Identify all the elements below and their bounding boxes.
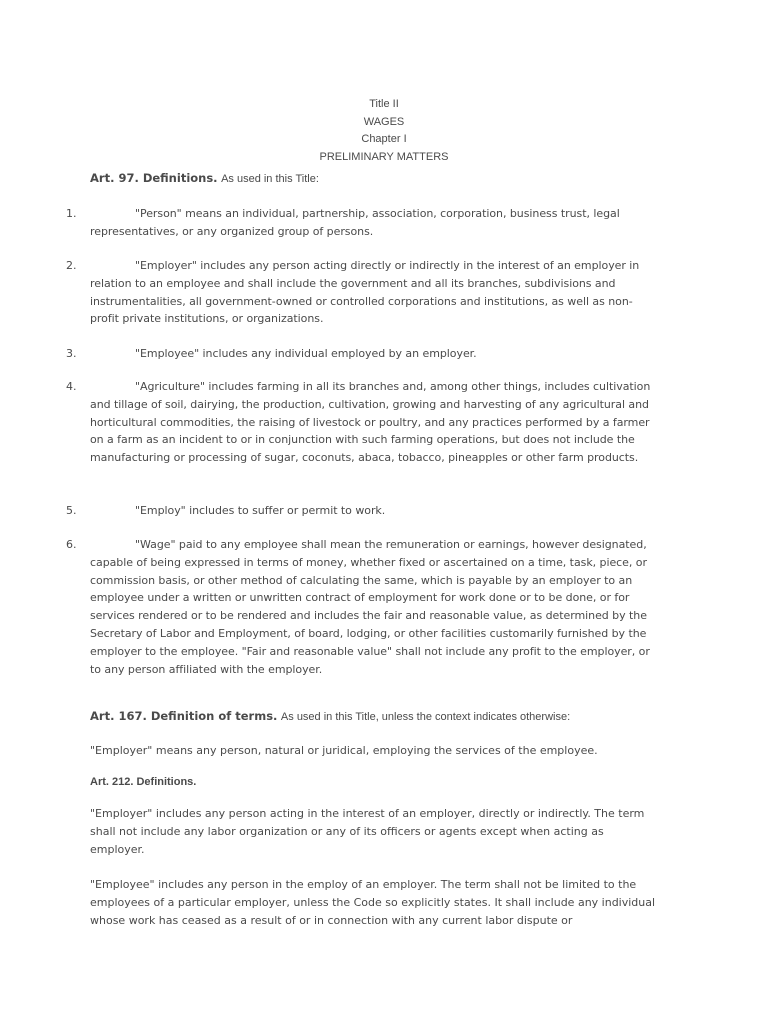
chapter-line: Chapter I [361, 133, 407, 145]
subtitle-line: WAGES [363, 115, 405, 128]
list-item-text: "Employer" includes any person acting directly or indirectly in the interest of an employer in relation to an employee and shall include the government and all its branches, subdivisions and instrumentalities, all government-owned or controlled corporations and institutions, as well as non-profit private institutions, or organizations. [90, 259, 640, 326]
list-item-text: "Wage" paid to any employee shall mean the remuneration or earnings, however designated, capable of being expressed in terms of money, whether fixed or ascertained on a time, task, piece, or commission basis, or other method of calculating the same, which is payable by an employer to an employee under a written or unwritten contract of employment for work done or to be done, or for services rendered or to be rendered and includes the fair and reasonable value, as determined by the Secretary of Labor and Employment, of board, lodging, or other facilities customarily furnished by the employer to the employee. "Fair and reasonable value" shall not include any profit to the employer, or to any person affiliated with the employer. [90, 538, 650, 676]
art97-heading-intro: As used in this Title: [221, 173, 319, 185]
list-item-text: "Employee" includes any individual employed by an employer. [135, 347, 477, 360]
list-item-number: 4. [66, 380, 77, 393]
list-item-number: 6. [66, 538, 77, 551]
list-item-text: "Agriculture" includes farming in all its branches and, among other things, includes cultivation and tillage of soil, dairying, the production, cultivation, growing and harvesting of any agricultural and horticultural commodities, the raising of livestock or poultry, and any practices performed by a farmer on a farm as an incident to or in conjunction with such farming operations, but does not include the manufacturing or processing of sugar, coconuts, abaca, tobacco, pineapples or other farm products. [90, 380, 651, 465]
document-header [0, 96, 768, 166]
art212-heading: Art. 212. Definitions. [90, 776, 197, 788]
list-item-number: 2. [66, 259, 77, 272]
list-item-number: 5. [66, 504, 77, 517]
art167-heading-intro: As used in this Title, unless the context indicates otherwise: [280, 711, 571, 723]
list-item-number: 3. [66, 347, 77, 360]
list-item-text: "Employ" includes to suffer or permit to work. [135, 504, 386, 517]
title-line: Title II [369, 98, 399, 110]
art212-employee-definition: "Employee" includes any person in the employ of an employer. The term shall not be limited to the employees of a particular employer, unless the Code so explicitly states. It shall include any individual whose work has ceased as a result of or in connection with any current labor dispute or [90, 878, 656, 927]
art167-employer-definition: "Employer" means any person, natural or juridical, employing the services of the employee. [90, 744, 598, 757]
art167-heading [90, 707, 668, 726]
art212-employer-definition: "Employer" includes any person acting in the interest of an employer, directly or indirectly. The term shall not include any labor organization or any of its officers or agents except when acting as employer. [90, 807, 645, 856]
art97-heading [90, 169, 668, 188]
art97-heading-title: Art. 97. Definitions. [90, 171, 218, 185]
list-item-text: "Person" means an individual, partnership, association, corporation, business trust, legal representatives, or any organized group of persons. [90, 207, 620, 238]
chapter-title-line: PRELIMINARY MATTERS [319, 150, 449, 163]
art167-heading-title: Art. 167. Definition of terms. [90, 709, 278, 723]
list-item-number: 1. [66, 207, 77, 220]
